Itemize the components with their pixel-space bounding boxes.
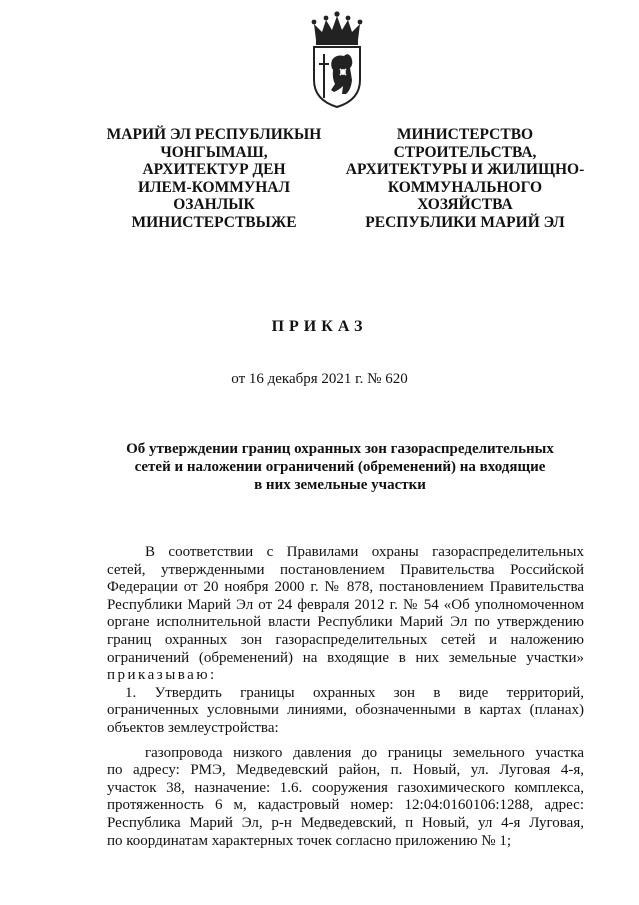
body-line: 1. Утвердить границы охранных зон в виде территорий, (125, 684, 584, 701)
header-right-line: РЕСПУБЛИКИ МАРИЙ ЭЛ (365, 213, 565, 231)
body-line: объектов землеустройства: (107, 719, 279, 736)
body-line: по адресу: РМЭ, Медведевский район, п. Новый, ул. Луговая 4-я, (107, 762, 584, 779)
crown-icon (312, 11, 363, 45)
ornament-icon (340, 69, 346, 75)
body-line-order-word: приказываю: (107, 667, 217, 684)
body-line: ограниченных условными линиями, обозначенными в картах (планах) (107, 702, 584, 719)
paragraph-item-1 (107, 685, 584, 738)
header-left-line: МИНИСТЕРСТВЫЖЕ (131, 213, 297, 231)
header-left-line: МАРИЙ ЭЛ РЕСПУБЛИКЫН (106, 126, 322, 143)
header-right-line: АРХИТЕКТУРЫ И ЖИЛИЩНО- (345, 161, 585, 178)
header-left-line: ОЗАНЛЫК (173, 196, 255, 213)
paragraph-gas-pipeline (107, 745, 584, 851)
header-right-line: СТРОИТЕЛЬСТВА, (393, 143, 537, 161)
body-line: ограничений (обременений) на входящие в них земельные участки» (107, 649, 584, 666)
header-left-line: ЧОНГЫМАШ, (160, 143, 268, 161)
header-right-russian (343, 126, 587, 231)
body-line: протяженность 6 м, кадастровый номер: 12:04:0160106:1288, адрес: (107, 797, 584, 814)
header-right-line: ХОЗЯЙСТВА (417, 196, 513, 213)
body-line: сетей, утвержденными постановлением Правительства Российской (107, 561, 584, 578)
subject-line: в них земельные участки (254, 477, 426, 493)
header-left-mari (98, 126, 330, 231)
header-right-line: КОММУНАЛЬНОГО (387, 178, 543, 196)
body-line: газопровода низкого давления до границы земельного участка (145, 744, 584, 761)
body-line: В соответствии с Правилами охраны газораспределительных (145, 544, 584, 560)
document-body (107, 544, 584, 850)
subject-line: сетей и наложении ограничений (обременений) на входящие (134, 459, 546, 475)
paragraph-preamble (107, 544, 584, 685)
body-line: Федерации от 20 ноября 2000 г. № 878, постановлением Правительства (107, 579, 584, 596)
document-subject (110, 440, 570, 494)
body-line: Республика Марий Эл, р-н Медведевский, п Новый, ул 4-я Луговая, (107, 814, 584, 831)
header-left-line: ИЛЕМ-КОММУНАЛ (137, 178, 291, 196)
header-right-line: МИНИСТЕРСТВО (396, 126, 534, 143)
subject-line: Об утверждении границ охранных зон газораспределительных (126, 441, 554, 457)
document-title: ПРИКАЗ (271, 318, 368, 335)
header-left-line: АРХИТЕКТУР ДЕН (142, 161, 286, 178)
document-date-number: от 16 декабря 2021 г. № 620 (231, 371, 408, 387)
body-line: по координатам характерных точек согласно приложению № 1; (107, 832, 512, 849)
body-line: участок 38, назначение: 1.6. сооружения газохимического комплекса, (107, 779, 584, 796)
body-line: органе исполнительной власти Республики Марий Эл по утверждению (107, 614, 584, 631)
coat-of-arms-emblem (302, 10, 372, 110)
body-line: Республики Марий Эл от 24 февраля 2012 г. № 54 «Об уполномоченном (107, 596, 584, 613)
body-line: границ охранных зон газораспределительных сетей и наложению (107, 631, 584, 648)
